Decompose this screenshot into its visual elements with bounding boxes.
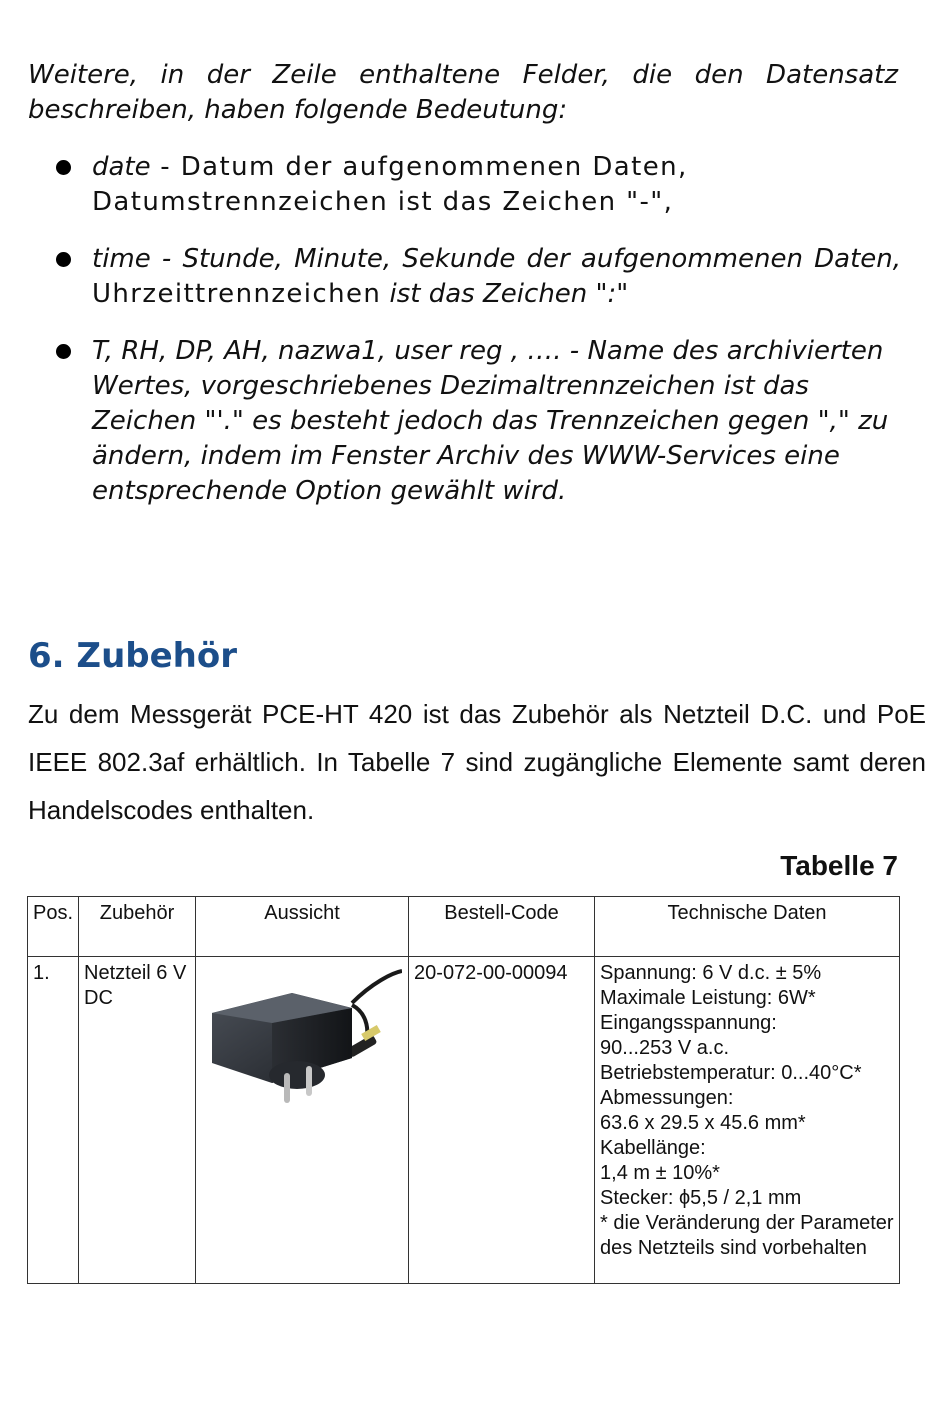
cell-tech: Spannung: 6 V d.c. ± 5% Maximale Leistung: 6W* Eingangsspannung: 90...253 V a.c. Betriebstemperatur: 0...40°C* Abmessungen: 63.6 x 29.5 x 45.6 mm* Kabellänge: 1,4 m ± 10%* Stecker: ϕ5,5 / 2,1 mm * die Veränderung der Parameter des Netzteils sind vorbehalten xyxy=(595,957,900,1284)
header-aussicht: Aussicht xyxy=(196,897,409,957)
field-desc-time: time - Stunde, Minute, Sekunde der aufgenommenen Daten, xyxy=(92,244,901,274)
header-pos: Pos. xyxy=(28,897,79,957)
field-list xyxy=(56,150,901,531)
table-header-row xyxy=(28,897,900,957)
cell-code: 20-072-00-00094 xyxy=(409,957,595,1284)
field-key-date: date xyxy=(92,152,151,182)
list-item-time xyxy=(56,242,901,312)
header-code: Bestell-Code xyxy=(409,897,595,957)
cell-name: Netzteil 6 V DC xyxy=(79,957,196,1284)
list-item-fields xyxy=(56,334,901,509)
intro-paragraph: Weitere, in der Zeile enthaltene Felder, die den Datensatz beschreiben, haben folgende Bedeutung: xyxy=(28,60,898,125)
section-heading: 6. Zubehör xyxy=(28,636,237,676)
bullet-icon xyxy=(56,344,71,359)
table-row xyxy=(28,957,900,1284)
section-paragraph: Zu dem Messgerät PCE-HT 420 ist das Zubehör als Netzteil D.C. und PoE IEEE 802.3af erhältlich. In Tabelle 7 sind zugängliche Elemente samt deren Handelscodes enthalten. xyxy=(28,699,926,825)
list-item-date xyxy=(56,150,901,220)
field-separator-time: Uhrzeittrennzeichen xyxy=(92,279,382,309)
header-zubehoer: Zubehör xyxy=(79,897,196,957)
accessories-table xyxy=(27,896,900,1284)
bullet-icon xyxy=(56,160,71,175)
power-adapter-image xyxy=(202,963,402,1113)
cell-image xyxy=(196,957,409,1284)
cell-pos: 1. xyxy=(28,957,79,1284)
header-tech: Technische Daten xyxy=(595,897,900,957)
field-desc-time-end: ist das Zeichen ":" xyxy=(381,279,629,309)
table-caption: Tabelle 7 xyxy=(780,850,898,881)
field-desc-values: T, RH, DP, AH, nazwa1, user reg , …. - Name des archivierten Wertes, vorgeschriebenes Dezimaltrennzeichen ist das Zeichen "'." es besteht jedoch das Trennzeichen gegen "," zu ändern, indem im Fenster Archiv des WWW-Services eine entsprechende Option gewählt wird. xyxy=(92,336,889,506)
bullet-icon xyxy=(56,252,71,267)
field-desc-date: - Datum der aufgenommenen Daten, Datumstrennzeichen ist das Zeichen "-", xyxy=(92,152,688,217)
